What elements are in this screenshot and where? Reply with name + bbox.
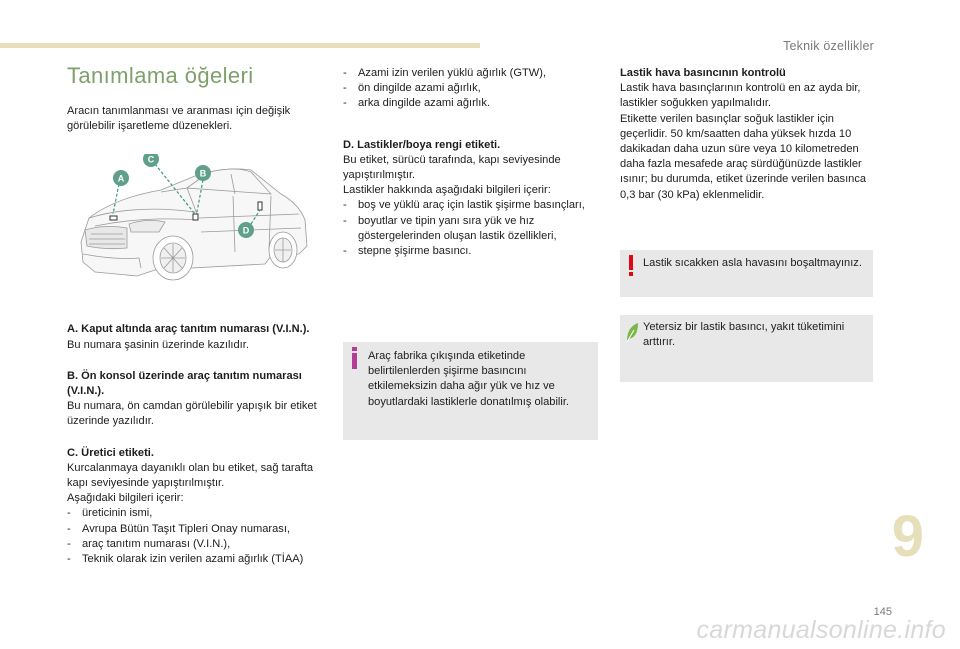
item-c	[67, 446, 325, 568]
list-item: - Azami izin verilen yüklü ağırlık (GTW),	[343, 66, 601, 81]
item-d	[343, 138, 601, 260]
middle-column	[343, 66, 601, 259]
list-item: - boş ve yüklü araç için lastik şişirme basınçları,	[343, 198, 601, 213]
marker-label-a: A	[117, 173, 125, 184]
item-c-text: Kurcalanmaya dayanıklı olan bu etiket, sağ tarafta kapı seviyesinde yapıştırılmıştır.	[67, 461, 314, 490]
item-d-heading: D. Lastikler/boya rengi etiketi.	[343, 138, 501, 151]
item-c-list-continued	[343, 66, 601, 112]
page-title: Tanımlama öğeleri	[67, 63, 254, 88]
marker-label-c: C	[147, 154, 155, 165]
item-d-text: Bu etiket, sürücü tarafında, kapı seviyesinde yapıştırılmıştır.	[343, 153, 561, 182]
item-a-heading: A. Kaput altında araç tanıtım numarası (V.I.N.).	[67, 323, 310, 336]
list-item: - arka dingilde azami ağırlık.	[343, 96, 601, 111]
list-item: - boyutlar ve tipin yanı sıra yük ve hız göstergelerinden oluşan lastik özellikleri,	[343, 214, 601, 244]
item-c-list	[67, 506, 325, 567]
right-column	[620, 66, 878, 203]
page-number: 145	[873, 606, 892, 618]
eco-note	[620, 315, 873, 382]
warning-note	[620, 250, 873, 297]
item-d-list-intro: Lastikler hakkında aşağıdaki bilgileri içerir:	[343, 184, 551, 197]
list-item: - üreticinin ismi,	[67, 506, 325, 521]
header-accent-bar	[0, 43, 480, 48]
left-column	[67, 62, 325, 567]
warning-note-text: Lastik sıcakken asla havasını boşaltmayınız.	[643, 257, 862, 269]
marker-label-d: D	[242, 225, 250, 236]
list-item: - Teknik olarak izin verilen azami ağırlık (TİAA)	[67, 552, 325, 567]
watermark: carmanualsonline.info	[696, 616, 946, 644]
item-b-text: Bu numara, ön camdan görülebilir yapışık bir etiket üzerinde yazılıdır.	[67, 400, 317, 428]
info-note	[343, 342, 598, 440]
info-icon	[349, 347, 361, 369]
eco-note-text: Yetersiz bir lastik basıncı, yakıt tüketimini arttırır.	[643, 321, 845, 349]
item-d-list	[343, 198, 601, 259]
item-c-heading: C. Üretici etiketi.	[67, 446, 154, 459]
tyre-check-text: Lastik hava basınçlarının kontrolü en az ayda bir, lastikler soğukken yapılmalıdır. Etikette verilen basınçlar soğuk lastikler için geçerlidir. 50 km/saatten daha yüksek hızda 10 dakikadan daha uzun süre veya 10 kilometreden daha fazla mesafede araç sürdüğünüzde lastikler ısınır; bu durumda, etiket üzerinde verilen basınca 0,3 bar (30 kPa) eklenmelidir.	[620, 82, 867, 201]
info-note-text: Araç fabrika çıkışında etiketinde belirtilenlerden şişirme basıncını etkilemeksizin daha ağır yük ve hız ve boyutlardaki lastiklerle donatılmış olabilir.	[368, 350, 570, 408]
list-item: - ön dingilde azami ağırlık,	[343, 81, 601, 96]
marker-label-b: B	[199, 168, 207, 179]
intro-text: Aracın tanımlanması ve aranması için değişik görülebilir işaretleme düzenekleri.	[67, 105, 291, 133]
item-a-text: Bu numara şasinin üzerinde kazılıdır.	[67, 338, 249, 351]
list-item: - Avrupa Bütün Taşıt Tipleri Onay numarası,	[67, 522, 325, 537]
item-b-heading: B. Ön konsol üzerinde araç tanıtım numarası (V.I.N.).	[67, 369, 302, 398]
car-diagram	[75, 154, 311, 292]
item-c-list-intro: Aşağıdaki bilgileri içerir:	[67, 492, 184, 505]
item-a	[67, 322, 325, 352]
exclamation-icon	[624, 255, 638, 277]
tyre-check-heading: Lastik hava basıncının kontrolü	[620, 67, 786, 79]
car-illustration	[75, 154, 311, 292]
list-item: - araç tanıtım numarası (V.I.N.),	[67, 537, 325, 552]
chapter-number: 9	[891, 504, 924, 569]
leaf-icon	[625, 321, 639, 343]
section-title: Teknik özellikler	[783, 39, 874, 53]
item-b	[67, 369, 325, 430]
list-item: - stepne şişirme basıncı.	[343, 244, 601, 259]
